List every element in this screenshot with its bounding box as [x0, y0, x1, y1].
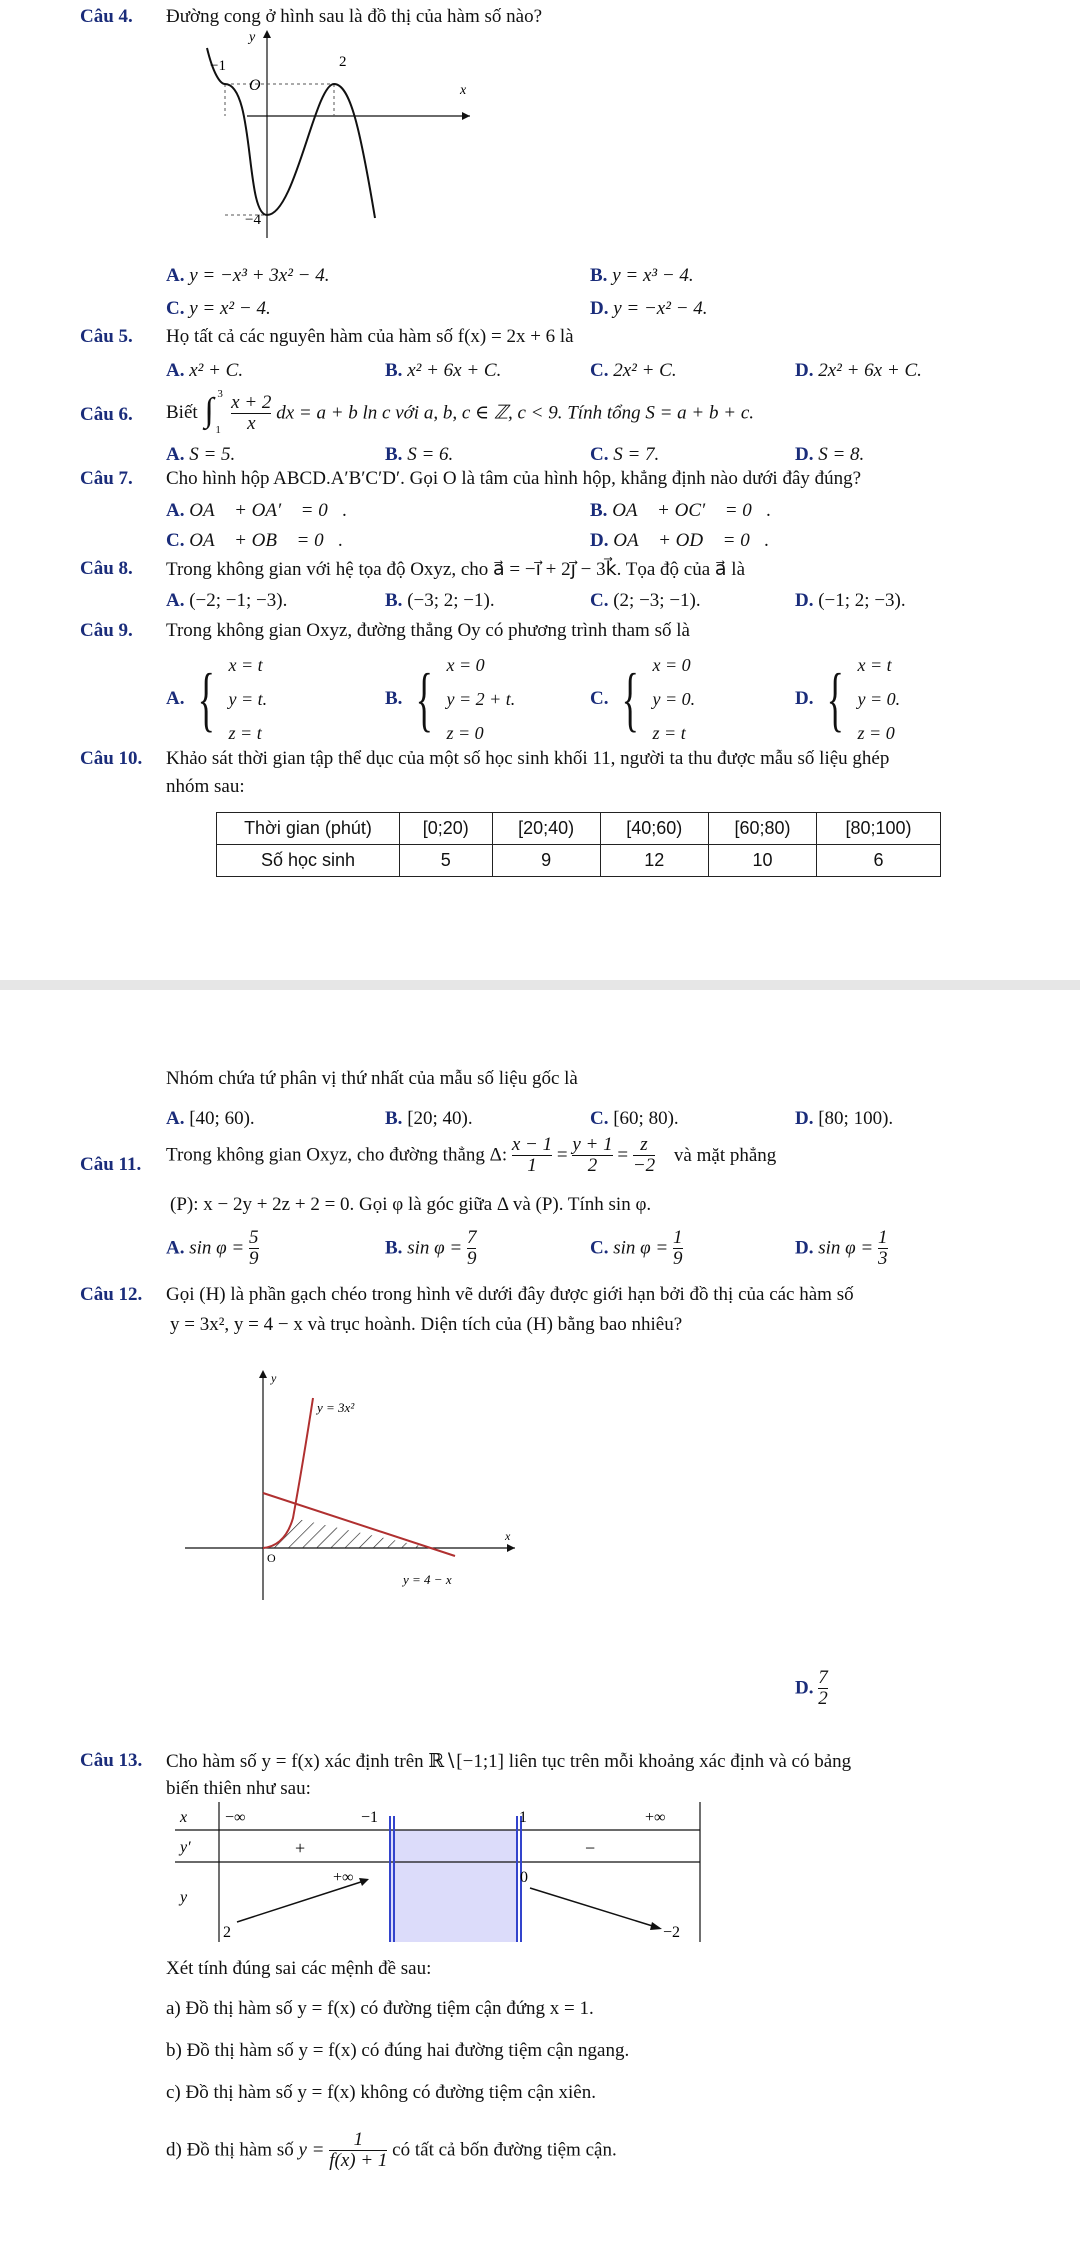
table-cell: [80;100) [817, 813, 941, 845]
q13-x-val: 1 [519, 1809, 527, 1826]
q13-x-val: +∞ [645, 1809, 666, 1826]
q9-option-b[interactable]: B. { x = 0 y = 2 + t. z = 0 [385, 655, 516, 743]
table-cell: Thời gian (phút) [217, 813, 400, 845]
q12-x-arrow [507, 1544, 515, 1552]
q12-y-arrow [259, 1370, 267, 1378]
q4-graph [205, 28, 475, 248]
q7-text: Cho hình hộp ABCD.A′B′C′D′. Gọi O là tâm của hình hộp, khẳng định nào dưới đây đúng? [166, 468, 862, 489]
q4-x-arrow [462, 112, 470, 120]
q9-number: Câu 9. [80, 620, 133, 641]
q6-option-b[interactable]: B. S = 6. [385, 444, 454, 465]
q6-option-a[interactable]: A. S = 5. [166, 444, 236, 465]
q13-x-val: −∞ [225, 1809, 246, 1826]
q9-option-d[interactable]: D. { x = t y = 0. z = 0 [795, 655, 901, 743]
q11-number: Câu 11. [80, 1154, 142, 1175]
q12-text-line2: y = 3x², y = 4 − x và trục hoành. Diện tích của (H) bằng bao nhiêu? [170, 1314, 683, 1335]
brace-icon: { [415, 659, 434, 739]
q13-y-header: y [180, 1889, 188, 1906]
q6-number: Câu 6. [80, 404, 133, 425]
q10-number: Câu 10. [80, 748, 143, 769]
q9-option-c[interactable]: C. { x = 0 y = 0. z = t [590, 655, 696, 743]
q12-number: Câu 12. [80, 1284, 143, 1305]
q13-yp-sign: − [585, 1838, 596, 1858]
q7-option-b[interactable]: B. OA⃗ + OC′⃗ = 0⃗. [590, 500, 772, 521]
q11-text-line2: (P): x − 2y + 2z + 2 = 0. Gọi φ là góc giữa Δ và (P). Tính sin φ. [170, 1194, 652, 1215]
q13-variation-table [175, 1802, 705, 1942]
q10-data-table [216, 812, 941, 877]
q11-option-b[interactable]: B. sin φ = $\frac{7}{9}$ [385, 1227, 477, 1269]
q7-option-d[interactable]: D. OA⃗ + OD⃗ = 0⃗. [590, 530, 770, 551]
q13-x-header: x [180, 1809, 188, 1826]
q4-option-a[interactable]: A. y = −x³ + 3x² − 4. [166, 265, 330, 286]
q8-option-b[interactable]: B. (−3; 2; −1). [385, 590, 495, 611]
q8-option-a[interactable]: A. (−2; −1; −3). [166, 590, 288, 611]
q12-x-label: x [505, 1529, 511, 1543]
q13-y-val: 0 [520, 1869, 528, 1886]
q13-statement-a: a) Đồ thị hàm số y = f(x) có đường tiệm cận đứng x = 1. [166, 1998, 594, 2019]
q4-curve [207, 48, 375, 218]
q10-text-line3: Nhóm chứa tứ phân vị thứ nhất của mẫu số liệu gốc là [166, 1068, 578, 1089]
q13-statement-c: c) Đồ thị hàm số y = f(x) không có đường tiệm cận xiên. [166, 2082, 596, 2103]
q4-number: Câu 4. [80, 6, 133, 27]
table-header-row [217, 813, 941, 845]
q12-origin-label: O [267, 1551, 276, 1565]
table-cell: 12 [600, 845, 708, 877]
q11-option-c[interactable]: C. sin φ = $\frac{1}{9}$ [590, 1227, 683, 1269]
brace-icon: { [826, 659, 845, 739]
q13-y-val: +∞ [333, 1869, 354, 1886]
q9-option-a[interactable]: A. { x = t y = t. z = t [166, 655, 268, 743]
q11-option-a[interactable]: A. sin φ = $\frac{5}{9}$ [166, 1227, 259, 1269]
table-cell: [60;80) [708, 813, 816, 845]
page-separator [0, 980, 1080, 990]
q10-option-a[interactable]: A. [40; 60). [166, 1108, 255, 1129]
q8-option-c[interactable]: C. (2; −3; −1). [590, 590, 701, 611]
q12-y-label: y [271, 1371, 277, 1385]
q12-text-line1: Gọi (H) là phần gạch chéo trong hình vẽ dưới đây được giới hạn bởi đồ thị của các hàm số [166, 1284, 854, 1305]
q4-y-arrow [263, 30, 271, 38]
q12-graph [185, 1368, 515, 1608]
q11-option-d[interactable]: D. sin φ = $\frac{1}{3}$ [795, 1227, 888, 1269]
q6-option-d[interactable]: D. S = 8. [795, 444, 865, 465]
q13-yp-sign: + [295, 1838, 306, 1858]
q10-option-c[interactable]: C. [60; 80). [590, 1108, 679, 1129]
q4-text: Đường cong ở hình sau là đồ thị của hàm số nào? [166, 6, 543, 27]
q6-fraction: $\frac{x + 2}{x}$ [231, 391, 272, 434]
q13-arrow-down [530, 1888, 659, 1928]
q13-arrow-up [237, 1880, 367, 1922]
q13-x-val: −1 [361, 1809, 379, 1826]
table-cell: [0;20) [400, 813, 493, 845]
q8-text: Trong không gian với hệ tọa độ Oxyz, cho a⃗ = −i⃗ + 2j⃗ − 3k⃗. Tọa độ của a⃗ là [166, 559, 746, 580]
q5-option-b[interactable]: B. x² + 6x + C. [385, 360, 502, 381]
brace-icon: { [197, 659, 216, 739]
q4-tick-neg1: −1 [210, 58, 226, 74]
q10-text-line1: Khảo sát thời gian tập thể dục của một số học sinh khối 11, người ta thu được mẫu số liệu ghép [166, 748, 890, 769]
table-cell: 10 [708, 845, 816, 877]
q4-option-c[interactable]: C. y = x² − 4. [166, 298, 271, 319]
q13-statement-b: b) Đồ thị hàm số y = f(x) có đúng hai đường tiệm cận ngang. [166, 2040, 630, 2061]
q4-tick-2: 2 [339, 54, 347, 70]
q12-curve-label: y = 3x² [317, 1400, 355, 1415]
q5-option-a[interactable]: A. x² + C. [166, 360, 244, 381]
q10-option-b[interactable]: B. [20; 40). [385, 1108, 473, 1129]
q13-number: Câu 13. [80, 1750, 143, 1771]
q13-y-val: −2 [663, 1924, 681, 1941]
q6-text: Biết ∫ 3 1 $\frac{x + 2}{x}$ dx = a + b ln c với a, b, c ∈ ℤ, c < 9. Tính tổng S = a + b + c. [166, 388, 754, 436]
q13-undefined-region [390, 1830, 517, 1942]
q7-option-a[interactable]: A. OA⃗ + OA′⃗ = 0⃗. [166, 500, 348, 521]
table-cell: Số học sinh [217, 845, 400, 877]
table-cell: 6 [817, 845, 941, 877]
q13-y-val: 2 [223, 1924, 231, 1941]
integral-sign: ∫ 3 1 [204, 388, 223, 436]
table-cell: 5 [400, 845, 493, 877]
q13-yp-header: y′ [180, 1839, 191, 1856]
q7-number: Câu 7. [80, 468, 133, 489]
q12-hatched-region [263, 1518, 430, 1548]
q8-option-d[interactable]: D. (−1; 2; −3). [795, 590, 906, 611]
q9-text: Trong không gian Oxyz, đường thẳng Oy có phương trình tham số là [166, 620, 690, 641]
q5-number: Câu 5. [80, 326, 133, 347]
q5-option-d[interactable]: D. 2x² + 6x + C. [795, 360, 922, 381]
q4-y-label: y [249, 30, 256, 45]
q10-text-line2: nhóm sau: [166, 776, 245, 797]
q8-number: Câu 8. [80, 558, 133, 579]
q4-tick-neg4: −4 [245, 212, 261, 228]
q13-statement-d: d) Đồ thị hàm số y = $\frac{1}{f(x) + 1}$ có tất cả bốn đường tiệm cận. [166, 2129, 617, 2171]
q13-arrowhead-up [359, 1878, 369, 1886]
q13-arrowhead-down [650, 1922, 662, 1930]
q13-text-line1: Cho hàm số y = f(x) xác định trên ℝ∖[−1;1] liên tục trên mỗi khoảng xác định và có bảng [166, 1751, 852, 1772]
q4-origin-label: O [249, 77, 261, 94]
q13-text-line2: biến thiên như sau: [166, 1778, 311, 1799]
q7-option-c[interactable]: C. OA⃗ + OB⃗ = 0⃗. [166, 530, 344, 551]
table-cell: 9 [492, 845, 600, 877]
q12-line-label: y = 4 − x [403, 1572, 452, 1587]
q4-x-label: x [460, 83, 467, 98]
q5-text: Họ tất cả các nguyên hàm của hàm số f(x) = 2x + 6 là [166, 326, 574, 347]
q11-text-line1: Trong không gian Oxyz, cho đường thẳng Δ: $\frac{x - 1}{1}$ = $\frac{y + 1}{2}$ = $\frac{z}{-2}$ và mặt phẳng [166, 1134, 777, 1176]
q10-option-d[interactable]: D. [80; 100). [795, 1108, 894, 1129]
q12-option-d[interactable]: D. $\frac{7}{2}$ [795, 1667, 828, 1709]
q4-option-d[interactable]: D. y = −x² − 4. [590, 298, 708, 319]
q6-option-c[interactable]: C. S = 7. [590, 444, 660, 465]
table-cell: [20;40) [492, 813, 600, 845]
q13-text-line3: Xét tính đúng sai các mệnh đề sau: [166, 1958, 432, 1979]
table-row [217, 845, 941, 877]
q4-option-b[interactable]: B. y = x³ − 4. [590, 265, 694, 286]
q5-option-c[interactable]: C. 2x² + C. [590, 360, 677, 381]
brace-icon: { [621, 659, 640, 739]
table-cell: [40;60) [600, 813, 708, 845]
